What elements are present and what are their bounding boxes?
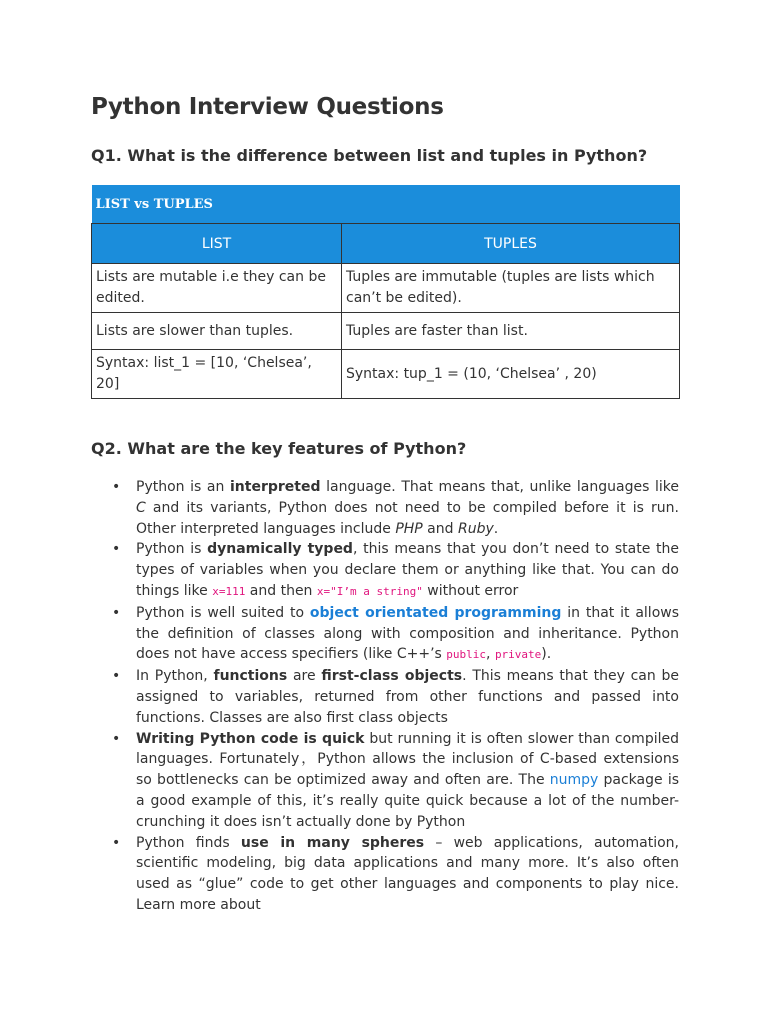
text: language. That means that, unlike languages like [320, 479, 679, 495]
text: . This means that they can be assigned to variables, returned from other functions and passed into functions. Classes are also first class objects [136, 668, 679, 726]
bold-term: Writing Python code is quick [136, 730, 365, 747]
bold-term: first-class objects [321, 668, 463, 685]
table-cell: Lists are mutable i.e they can be edited. [92, 264, 342, 313]
text: , this means that you don’t need to state the types of variables when you declare them or anything like that. You can do things like [136, 541, 679, 599]
inline-code: x="I’m a string" [316, 584, 423, 598]
table-cell: Syntax: tup_1 = (10, ‘Chelsea’ , 20) [342, 350, 680, 399]
text: . [493, 520, 499, 537]
text: without error [422, 582, 519, 599]
column-header-list: LIST [92, 224, 342, 264]
text: Python is well suited to [136, 604, 310, 621]
list-item [136, 603, 679, 666]
text: and its variants, Python does not need to be compiled before it is run. Other interpreted languages include [136, 499, 679, 537]
numpy-link[interactable]: numpy [549, 772, 599, 789]
table-cell: Tuples are immutable (tuples are lists which can’t be edited). [342, 264, 680, 313]
bold-term: interpreted [230, 479, 321, 495]
list-item [136, 729, 679, 833]
table-banner-row [92, 185, 680, 224]
text: but running it is often slower than compiled languages. Fortunately，Python allows the inclusion of C-based extensions so bottlenecks can be optimized away and often are. The [136, 730, 679, 789]
text: and then [245, 582, 317, 599]
question-1-heading: Q1. What is the difference between list and tuples in Python? [91, 146, 648, 165]
table-banner: LIST vs TUPLES [92, 185, 680, 224]
text: Python is an [136, 479, 230, 495]
text: , [486, 646, 495, 663]
inline-code: private [494, 648, 542, 662]
list-item [136, 666, 679, 728]
table-header-row [92, 224, 680, 264]
bold-term: dynamically typed [207, 541, 353, 558]
inline-code: x=111 [212, 584, 246, 598]
table-row [92, 350, 680, 399]
list-item [136, 833, 679, 916]
text: Python is [136, 541, 208, 558]
table-cell: Tuples are faster than list. [342, 313, 680, 350]
text: and [422, 520, 458, 537]
column-header-tuples: TUPLES [342, 224, 680, 264]
table-cell: Lists are slower than tuples. [92, 313, 342, 350]
table-row [92, 313, 680, 350]
text: – web applications, automation, scientific modeling, big data applications and many more. It’s also often used as “glue” code to get other languages and components to play nice. Learn more about [136, 834, 679, 913]
text: package is a good example of this, it’s really quite quick because a lot of the number-crunching it does isn’t actually done by Python [136, 772, 680, 830]
page-title: Python Interview Questions [91, 94, 444, 120]
bold-term: use in many spheres [240, 834, 425, 851]
italic-term: Ruby [457, 520, 494, 537]
table-row [92, 264, 680, 313]
list-item [136, 539, 679, 602]
italic-term: C [136, 499, 146, 516]
list-vs-tuples-table [91, 185, 680, 399]
text: ). [541, 646, 552, 663]
inline-code: public [446, 648, 487, 662]
italic-term: PHP [395, 520, 423, 537]
text: Python finds [136, 834, 241, 851]
list-item [136, 477, 679, 539]
text: in that it allows the definition of classes along with composition and inheritance. Python does not have access specifiers (like C++’s [136, 604, 680, 663]
text: are [287, 668, 322, 685]
table-cell: Syntax: list_1 = [10, ‘Chelsea’, 20] [92, 350, 342, 399]
text: In Python, [136, 668, 214, 685]
bold-term: functions [213, 668, 288, 685]
features-list [91, 477, 679, 916]
question-2-heading: Q2. What are the key features of Python? [91, 439, 467, 458]
oop-link[interactable]: object orientated programming [309, 604, 562, 621]
